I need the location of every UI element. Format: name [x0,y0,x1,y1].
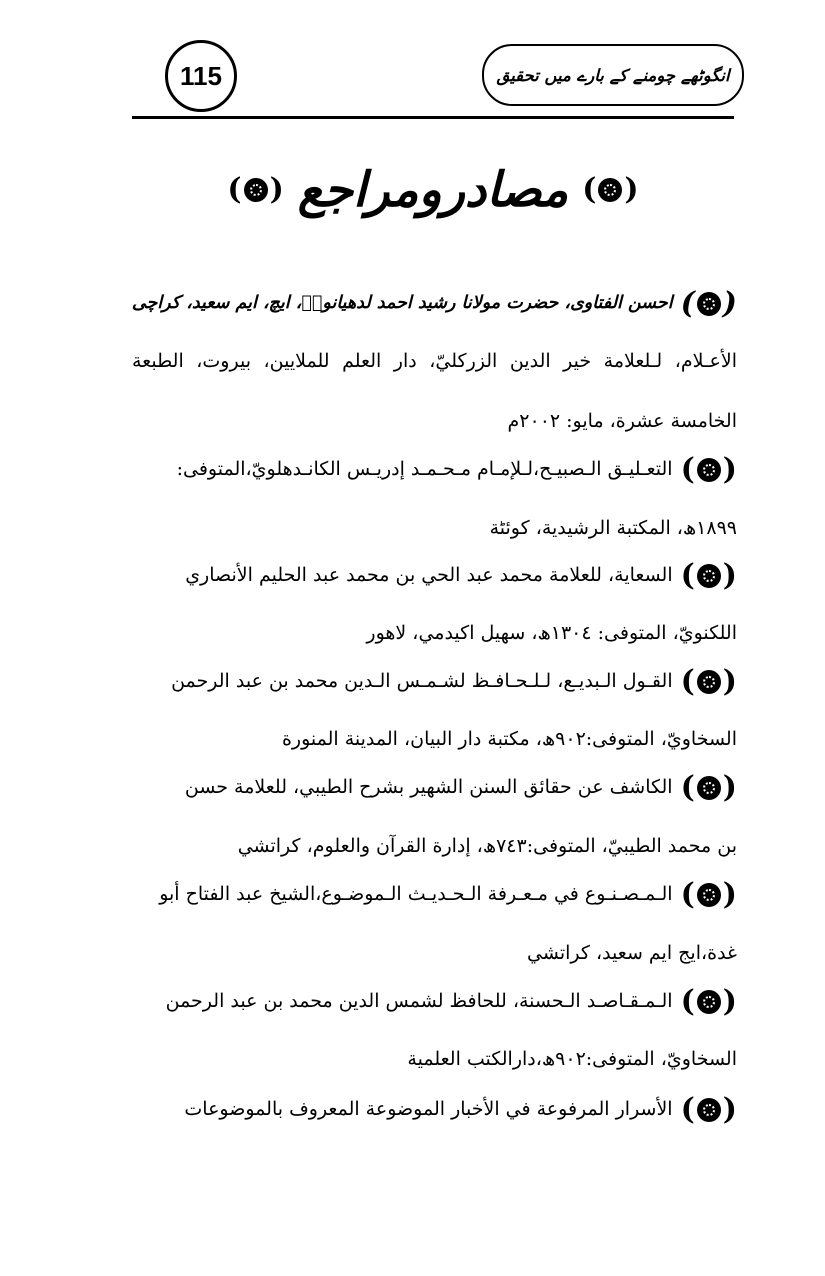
reference-line: اللكنويّ، المتوفى: ١٣٠٤ھ، سهيل اكيدمي، لاهور [366,622,737,644]
reference-line: الخامسة عشرة، مايو: ٢٠٠٢م [507,410,737,432]
flower-bullet-icon: ( ) [680,285,737,321]
running-head [482,44,744,106]
flower-bullet-icon: ( ) [680,558,737,593]
flower-emblem-icon: ( ) [582,172,639,207]
reference-line: الـمـصـنـوع في مـعـرفة الـحـديـث الـموضـوع،الشيخ عبد الفتاح أبو [159,883,673,905]
reference-item [184,1091,737,1127]
flower-bullet-icon: ( ) [680,984,737,1019]
reference-line: السخاويّ، المتوفى:٩٠٢ھ، مكتبة دار البيان، المدينة المنورة [281,728,737,750]
reference-item [171,663,737,699]
reference-line: القـول الـبديـع، لـلـحـافـظ لشـمـس الـدين محمد بن عبد الرحمن [171,670,673,692]
flower-bullet-icon: ( ) [680,770,737,805]
reference-line: السعاية، للعلامة محمد عبد الحي بن محمد عبد الحليم الأنصاري [185,564,673,586]
reference-line: الكاشف عن حقائق السنن الشهير بشرح الطيبي، للعلامة حسن [184,776,673,798]
reference-line: الأسرار المرفوعة في الأخبار الموضوعة المعروف بالموضوعات [184,1098,673,1120]
flower-bullet-icon: ( ) [680,1092,737,1127]
reference-item [177,451,737,487]
reference-line: غدة،ايج ايم سعيد، كراتشي [527,942,737,964]
reference-line: احسن الفتاوی، حضرت مولانا رشید احمد لدھیانویؒ، ایچ، ایم سعید، کراچی [131,293,673,313]
reference-line: الأعـلام، لـلعلامة خير الدين الزركليّ، دار العلم للملايين، بيروت، الطبعة [132,350,737,372]
flower-bullet-icon: ( ) [680,664,737,699]
reference-line: التعـليـق الـصبيـح،لـلإمـام مـحـمـد إدريـس الكانـدهلويّ،المتوفى: [176,458,673,480]
reference-item [185,557,737,593]
reference-line: الـمـقـاصـد الـحسنة، للحافظ لشمس الدين محمد بن عبد الرحمن [165,990,673,1012]
reference-item [159,876,737,912]
page-number [165,40,237,112]
reference-line: بن محمد الطيبيّ، المتوفى:٧٤٣ھ، إدارة القرآن والعلوم، كراتشي [237,835,737,857]
flower-emblem-icon: ( ) [227,172,284,207]
running-title: انگوٹھے چومنے کے بارے میں تحقیق [496,65,730,85]
title-text: مصادرومراجع [297,162,569,218]
reference-line: السخاويّ، المتوفى:٩٠٢ھ،دارالكتب العلمية [407,1048,737,1070]
section-title [132,150,734,230]
flower-bullet-icon: ( ) [680,877,737,912]
reference-item [185,769,737,805]
flower-bullet-icon: ( ) [680,452,737,487]
page-number-text: 115 [180,60,222,91]
header-rule [132,116,734,119]
reference-line: ١٨٩٩ھ، المكتبة الرشيدية، كوئٹة [489,517,737,539]
reference-item [132,285,737,321]
reference-item [166,983,737,1019]
